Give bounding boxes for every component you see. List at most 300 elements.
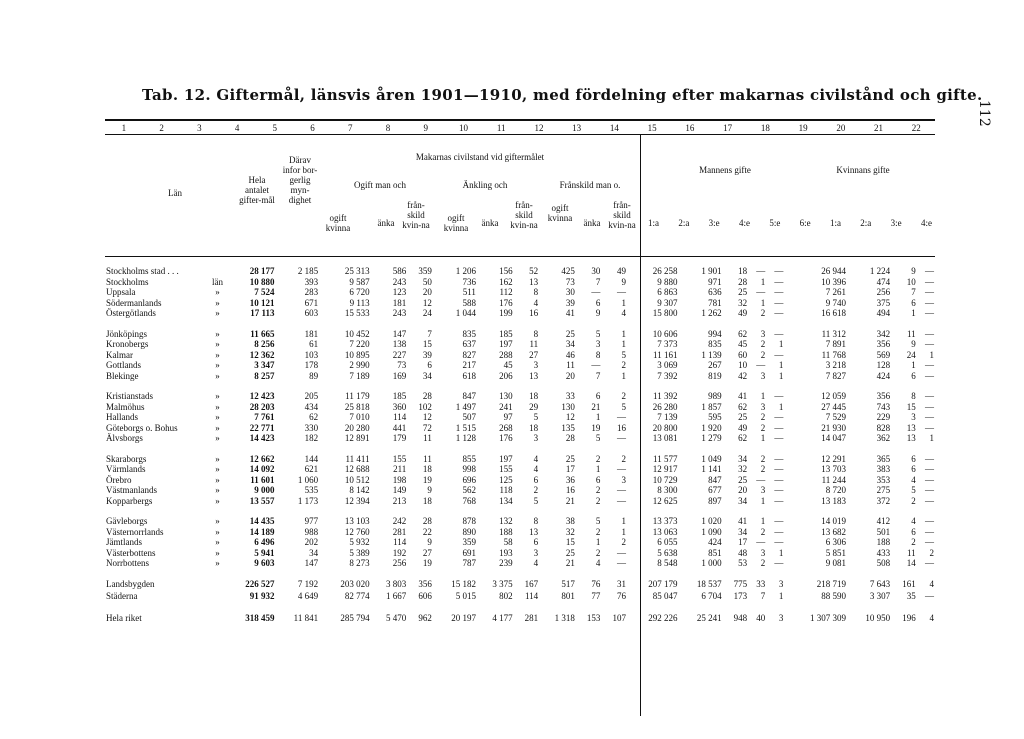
table-cell: 288 [499,349,513,360]
column-numbers [105,123,935,133]
table-cell: 53 [738,558,748,568]
table-cell: 18 [422,464,432,474]
table-cell: 2 [595,495,601,506]
header-franskild-kvinna-1: från-skild kvin-na [402,200,430,230]
table-cell: 9 [427,537,432,547]
table-cell: 9 [911,266,916,276]
table-cell: 19 [591,422,601,433]
page-number: 112 [976,100,992,127]
table-cell: 356 [418,579,432,590]
table-cell: 19 [422,558,432,568]
table-cell: 801 [561,591,575,602]
table-cell: 6 863 [657,287,678,297]
table-cell: — [616,495,626,506]
table-cell: 16 [565,485,575,495]
table-cell: 606 [418,591,432,602]
table-cell: — [774,464,784,474]
gifte-columns [648,218,932,228]
table-cell: — [925,401,934,412]
table-cell: 2 [595,526,601,537]
table-cell: — [925,287,934,297]
header-ankling: Änkling och [462,180,508,190]
table-cell: 82 774 [344,591,370,602]
table-cell: 20 [738,485,748,495]
table-cell: 9 [595,308,601,318]
table-cell: 5 [595,516,601,526]
table-cell: 359 [462,537,476,547]
table-cell: 2 [595,485,601,495]
table-cell: 25 [738,474,748,485]
row-mark [211,591,224,603]
table-cell: 434 [304,401,319,412]
table-cell: 11 [907,328,916,339]
table-cell: 188 [876,537,891,547]
table-cell: 4 [533,453,539,464]
table-cell: 1 [621,328,626,339]
table-cell: 768 [462,495,476,506]
table-cell: 2 [533,485,539,495]
table-cell: 948 [733,613,748,624]
table-title: Tab. 12. Giftermål, länsvis åren 1901—1910, med fördelning efter makarnas civilstånd och gifte. [142,86,983,104]
table-cell: 46 [565,349,575,360]
table-row [105,537,935,548]
table-row [105,558,935,569]
table-cell: 1 [621,297,626,308]
table-cell: 412 [876,516,891,526]
table-cell: 11 [566,360,575,370]
table-cell: 14 189 [249,526,275,537]
table-cell: 3 [760,485,766,495]
spacer-row [105,381,935,391]
table-cell: 2 [621,391,626,401]
table-cell: 5 [911,485,916,495]
table-cell: 3 [760,370,766,381]
table-cell: 256 [392,558,407,568]
table-cell: 10 121 [249,297,275,308]
table-cell: 34 [738,526,748,537]
table-cell: 25 818 [344,401,370,412]
table-cell: — [925,495,934,506]
table-cell: 26 258 [652,266,678,276]
row-label: Värmlands [106,464,146,474]
table-cell: — [774,412,784,422]
table-row [105,277,935,288]
table-cell: 73 [565,276,575,287]
table-cell: 10 [738,360,748,370]
row-label: Städerna [106,591,138,602]
table-cell: 1 [778,339,784,349]
table-cell: 15 800 [652,308,678,318]
table-cell: 3 [760,401,766,412]
row-mark: » [215,537,220,547]
table-cell: 118 [499,485,513,495]
table-cell: 637 [462,339,476,349]
table-cell: 5 [533,495,539,506]
table-cell: 62 [738,328,748,339]
table-cell: 8 [533,287,539,297]
table-row [105,329,935,340]
row-label: Västernorrlands [106,526,164,537]
table-cell: 19 [422,474,432,485]
table-cell: 14 092 [249,464,275,474]
table-cell: 851 [708,547,722,558]
column-number: 4 [234,123,240,133]
header-anka-2: änka [481,218,499,228]
table-cell: 12 [422,297,432,308]
table-cell: 3 [595,339,601,349]
table-cell: — [616,558,626,568]
table-cell: 1 515 [455,422,476,433]
row-mark [211,613,224,625]
table-cell: 292 226 [648,613,678,624]
table-cell: 36 [565,474,575,485]
table-cell: 9 000 [254,485,275,495]
gifte-column-header: 2:a [678,218,690,228]
table-cell: 2 [595,547,601,558]
table-cell: — [925,558,934,568]
table-cell: — [925,328,934,339]
table-cell: 433 [876,547,891,558]
table-cell: 3 [778,579,784,590]
table-cell: 7 [911,287,916,297]
table-cell: 169 [392,370,407,381]
table-cell: 185 [392,391,407,401]
row-mark: » [215,401,220,412]
header-ogift-kvinna-2: ogift kvinna [443,213,469,233]
table-row [105,579,935,591]
column-number: 16 [685,123,695,133]
table-cell: 14 435 [249,516,275,526]
table-cell: 176 [499,433,513,443]
row-label: Älvsborgs [106,433,143,443]
header-hela: Hela antalet gifter-mål [239,175,275,205]
column-number: 10 [458,123,468,133]
table-cell: 7 827 [825,370,847,381]
table-cell: 138 [392,339,407,349]
table-cell: 9 [427,485,432,495]
table-cell: 3 069 [657,360,678,370]
table-cell: 8 [595,349,601,360]
table-row [105,454,935,465]
table-cell: 48 [738,547,748,558]
header-rule [105,134,935,135]
table-cell: 11 392 [653,391,678,401]
table-cell: 847 [708,474,722,485]
table-cell: — [756,360,766,370]
table-cell: 517 [561,579,575,590]
table-cell: 38 [565,516,575,526]
table-cell: 1 [929,349,934,360]
table-cell: 7 529 [825,412,847,422]
table-cell: — [616,547,626,558]
table-cell: 29 [529,401,539,412]
table-cell: 21 [565,495,575,506]
row-mark: » [215,412,220,422]
table-cell: 161 [902,579,916,590]
table-cell: 828 [876,422,891,433]
table-cell: 17 [565,464,575,474]
table-cell: 88 590 [821,591,847,602]
table-cell: 13 682 [821,526,847,537]
table-cell: 1 [778,547,784,558]
table-cell: 424 [708,537,722,547]
table-cell: 155 [392,453,407,464]
table-cell: 5 [595,433,601,443]
table-cell: 72 [422,422,432,433]
table-cell: 7 392 [657,370,678,381]
table-cell: 1 [621,339,626,349]
row-label: Gävleborgs [106,516,148,526]
table-cell: 365 [876,453,891,464]
table-cell: 7 [427,328,432,339]
table-row [105,339,935,350]
table-cell: — [774,287,784,297]
table-cell: 827 [462,349,476,360]
table-cell: 147 [392,328,407,339]
table-cell: — [756,537,766,547]
row-mark: » [215,308,220,318]
table-cell: 27 [422,547,432,558]
table-cell: 181 [392,297,407,308]
table-cell: 102 [418,401,432,412]
table-cell: 14 047 [821,433,847,443]
spacer-row [105,569,935,579]
table-cell: 15 533 [344,308,370,318]
table-cell: 393 [304,276,319,287]
table-cell: — [925,591,934,602]
table-cell: 107 [612,613,626,624]
table-cell: 835 [462,328,476,339]
table-cell: 7 189 [349,370,370,381]
row-mark: » [215,287,220,297]
table-cell: — [925,474,934,485]
table-cell: — [925,526,934,537]
table-cell: 14 423 [249,433,275,443]
table-row [105,433,935,444]
row-label: Stockholms stad . . . [106,266,179,276]
table-cell: 4 [533,558,539,568]
table-cell: 13 183 [821,495,847,506]
table-cell: — [925,339,934,349]
table-cell: 6 496 [254,537,275,547]
table-cell: 890 [462,526,476,537]
column-number: 19 [798,123,808,133]
column-number: 15 [647,123,657,133]
table-cell: 31 [616,579,626,590]
table-cell: 11 665 [250,328,275,339]
table-cell: 1 [760,276,766,287]
table-cell: 4 177 [492,613,513,624]
table-row [105,548,935,559]
table-cell: 4 649 [297,591,319,602]
table-cell: 178 [304,360,319,370]
table-cell: 2 185 [297,266,319,276]
table-cell: 5 015 [455,591,476,602]
table-cell: 239 [499,558,513,568]
table-cell: — [925,266,934,276]
table-row [105,527,935,538]
row-label: Västmanlands [106,485,157,495]
header-darav: Därav infor bor-gerlig myn-dighet [282,155,318,205]
table-cell: 8 [533,328,539,339]
table-cell: 1 279 [701,433,722,443]
table-cell: 27 [529,349,539,360]
table-cell: 6 [533,537,539,547]
table-cell: 375 [876,297,891,308]
table-cell: 508 [876,558,891,568]
table-cell: 8 720 [825,485,847,495]
table-cell: 281 [524,613,539,624]
table-cell: 130 [561,401,575,412]
row-mark: » [215,349,220,360]
table-cell: 42 [738,370,748,381]
table-cell: — [774,526,784,537]
table-cell: 3 [760,547,766,558]
table-cell: 1 020 [701,516,722,526]
row-mark [211,266,224,277]
table-cell: — [925,360,934,370]
table-row [105,402,935,413]
table-cell: 4 [911,474,916,485]
row-mark: » [215,297,220,308]
table-cell: 26 280 [652,401,678,412]
table-cell: 114 [393,537,407,547]
table-cell: 135 [561,422,575,433]
table-cell: 76 [591,579,601,590]
table-cell: 3 375 [492,579,513,590]
table-cell: 14 [906,558,916,568]
table-cell: 156 [499,266,513,276]
table-cell: 32 [565,526,575,537]
table-cell: 677 [708,485,722,495]
table-cell: 356 [876,391,891,401]
table-cell: 977 [304,516,319,526]
table-cell: 50 [422,276,432,287]
table-cell: 281 [392,526,407,537]
table-cell: 2 [760,422,766,433]
table-cell: — [774,266,784,276]
header-kvinnans: Kvinnans gifte [836,165,890,175]
table-cell: 7 [760,591,766,602]
table-cell: 1 128 [455,433,476,443]
table-cell: — [925,391,934,401]
table-cell: 7 524 [254,287,275,297]
table-cell: 8 257 [254,370,275,381]
table-row [105,613,935,625]
table-row [105,591,935,603]
table-cell: 10 [906,276,916,287]
table-cell: — [756,287,766,297]
row-mark: » [215,547,220,558]
table-cell: 52 [529,266,539,276]
table-cell: 10 396 [821,276,847,287]
table-cell: 318 459 [245,613,275,624]
row-mark: » [215,360,220,370]
table-cell: — [774,308,784,318]
table-cell: 8 273 [349,558,370,568]
spacer-row [105,444,935,454]
table-cell: 5 [621,401,626,412]
table-row [105,412,935,423]
header-franskild: Frånskild man o. [559,180,621,190]
table-cell: 10 729 [652,474,678,485]
table-cell: 359 [418,266,432,276]
table-cell: 13 373 [652,516,678,526]
row-mark: » [215,558,220,568]
table-cell: 2 [760,339,766,349]
table-cell: 32 [738,297,748,308]
table-cell: 197 [499,339,513,349]
table-cell: — [591,360,601,370]
table-cell: 226 527 [245,579,275,590]
table-cell: 6 [911,370,916,381]
row-label: Hela riket [106,613,142,624]
table-cell: 285 794 [340,613,370,624]
table-row [105,371,935,382]
table-cell: 4 [929,613,934,624]
table-cell: 34 [738,495,748,506]
table-cell: 6 720 [349,287,370,297]
table-cell: 188 [499,526,513,537]
column-number: 12 [534,123,544,133]
table-cell: 988 [304,526,319,537]
table-cell: 243 [392,308,407,318]
table-cell: 32 [738,464,748,474]
row-label: Östergötlands [106,308,156,318]
table-row [105,496,935,507]
table-cell: 9 603 [254,558,275,568]
table-cell: 176 [499,297,513,308]
row-label: Skaraborgs [106,453,147,464]
table-cell: 28 [422,516,432,526]
table-cell: 60 [738,349,748,360]
table-cell: 229 [876,412,891,422]
table-cell: 10 512 [344,474,370,485]
table-cell: 878 [462,516,476,526]
table-cell: 3 [911,412,916,422]
table-cell: 8 142 [349,485,370,495]
table-cell: 1 206 [455,266,476,276]
table-cell: 11 [423,453,432,464]
table-cell: 203 020 [340,579,370,590]
table-cell: 6 [911,453,916,464]
row-mark: » [215,474,220,485]
table-cell: 12 688 [344,464,370,474]
table-cell: 4 [595,558,601,568]
row-label: Hallands [106,412,138,422]
table-cell: 12 423 [249,391,275,401]
table-cell: 20 800 [652,422,678,433]
top-rule [105,119,935,121]
header-lan: Län [168,188,182,198]
table-cell: 1 857 [701,401,722,412]
row-mark [211,579,224,591]
table-cell: 193 [499,547,513,558]
table-cell: 41 [738,391,748,401]
table-cell: 6 [595,474,601,485]
table-cell: 185 [499,328,513,339]
table-cell: 12 059 [821,391,847,401]
table-cell: 12 [422,412,432,422]
table-cell: 242 [392,516,407,526]
table-cell: 12 [565,412,575,422]
table-cell: — [616,287,626,297]
row-mark: län [212,276,223,287]
table-cell: 6 306 [825,537,847,547]
column-number: 22 [911,123,921,133]
column-number: 6 [310,123,315,133]
table-cell: 227 [392,349,407,360]
